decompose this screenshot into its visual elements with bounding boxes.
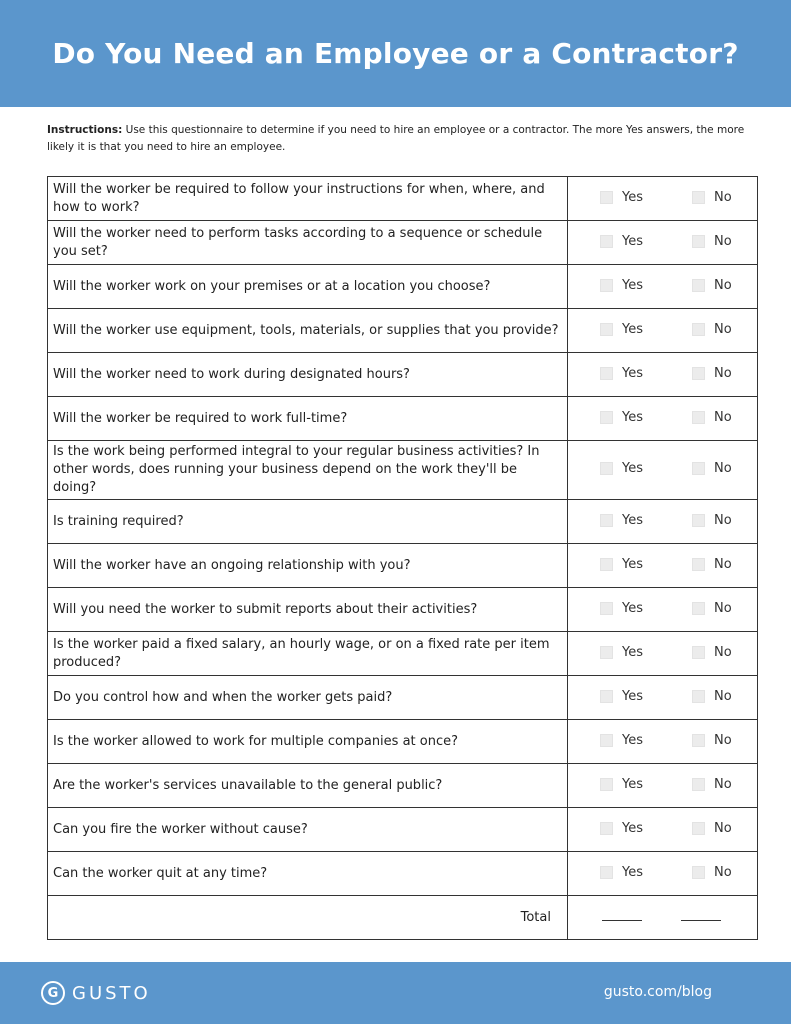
no-label: No: [714, 409, 732, 425]
question-row: [48, 764, 758, 808]
no-checkbox[interactable]: [692, 602, 705, 615]
no-option[interactable]: [692, 601, 732, 616]
answer-cell: [568, 588, 758, 632]
footer-banner: [0, 962, 791, 1024]
yes-checkbox[interactable]: [600, 646, 613, 659]
question-row: [48, 544, 758, 588]
yes-checkbox[interactable]: [600, 279, 613, 292]
answer-cell: [568, 397, 758, 441]
no-checkbox[interactable]: [692, 690, 705, 703]
question-text: Will the worker be required to follow your instructions for when, where, and how to work?: [48, 177, 568, 221]
no-checkbox[interactable]: [692, 514, 705, 527]
yes-label: Yes: [622, 820, 643, 836]
no-label: No: [714, 732, 732, 748]
questionnaire-table: [47, 176, 758, 940]
yes-option[interactable]: [600, 461, 643, 476]
question-text: Can the worker quit at any time?: [48, 852, 568, 896]
no-option[interactable]: [692, 461, 732, 476]
no-checkbox[interactable]: [692, 462, 705, 475]
answer-cell: [568, 852, 758, 896]
yes-label: Yes: [622, 365, 643, 381]
yes-option[interactable]: [600, 366, 643, 381]
yes-label: Yes: [622, 321, 643, 337]
question-text: Will you need the worker to submit reports about their activities?: [48, 588, 568, 632]
yes-option[interactable]: [600, 513, 643, 528]
no-checkbox[interactable]: [692, 323, 705, 336]
no-option[interactable]: [692, 865, 732, 880]
no-label: No: [714, 820, 732, 836]
no-option[interactable]: [692, 821, 732, 836]
question-row: [48, 441, 758, 500]
question-row: [48, 632, 758, 676]
yes-checkbox[interactable]: [600, 323, 613, 336]
question-text: Are the worker's services unavailable to the general public?: [48, 764, 568, 808]
no-option[interactable]: [692, 366, 732, 381]
yes-label: Yes: [622, 461, 643, 476]
answer-cell: [568, 544, 758, 588]
no-label: No: [714, 365, 732, 381]
no-option[interactable]: [692, 645, 732, 660]
yes-checkbox[interactable]: [600, 778, 613, 791]
answer-cell: [568, 500, 758, 544]
yes-label: Yes: [622, 688, 643, 704]
yes-label: Yes: [622, 644, 643, 660]
question-row: [48, 808, 758, 852]
no-checkbox[interactable]: [692, 558, 705, 571]
yes-checkbox[interactable]: [600, 191, 613, 204]
no-label: No: [714, 864, 732, 880]
no-label: No: [714, 321, 732, 337]
yes-checkbox[interactable]: [600, 462, 613, 475]
answer-cell: [568, 441, 758, 500]
total-label: Total: [48, 896, 568, 940]
no-label: No: [714, 600, 732, 616]
no-option[interactable]: [692, 234, 732, 249]
gusto-logo-icon: G: [41, 981, 65, 1005]
question-text: Will the worker have an ongoing relationship with you?: [48, 544, 568, 588]
answer-cell: [568, 309, 758, 353]
yes-checkbox[interactable]: [600, 411, 613, 424]
instructions-label: Instructions:: [47, 124, 123, 136]
yes-label: Yes: [622, 233, 643, 249]
question-text: Will the worker work on your premises or at a location you choose?: [48, 265, 568, 309]
yes-label: Yes: [622, 277, 643, 293]
yes-label: Yes: [622, 556, 643, 572]
question-row: [48, 397, 758, 441]
no-checkbox[interactable]: [692, 778, 705, 791]
yes-checkbox[interactable]: [600, 558, 613, 571]
yes-label: Yes: [622, 189, 643, 205]
yes-label: Yes: [622, 776, 643, 792]
header-banner: [0, 0, 791, 107]
no-option[interactable]: [692, 777, 732, 792]
blog-url-link[interactable]: gusto.com/blog: [603, 984, 712, 1000]
question-row: [48, 588, 758, 632]
question-row: [48, 720, 758, 764]
no-checkbox[interactable]: [692, 279, 705, 292]
no-label: No: [714, 189, 732, 205]
no-label: No: [714, 556, 732, 572]
question-row: [48, 309, 758, 353]
question-row: [48, 177, 758, 221]
yes-option[interactable]: [600, 733, 643, 748]
no-checkbox[interactable]: [692, 866, 705, 879]
instructions: [47, 122, 747, 156]
yes-option[interactable]: [600, 278, 643, 293]
no-checkbox[interactable]: [692, 734, 705, 747]
answer-cell: [568, 632, 758, 676]
no-option[interactable]: [692, 190, 732, 205]
yes-checkbox[interactable]: [600, 866, 613, 879]
no-option[interactable]: [692, 278, 732, 293]
yes-option[interactable]: [600, 821, 643, 836]
question-text: Will the worker need to perform tasks according to a sequence or schedule you set?: [48, 221, 568, 265]
no-label: No: [714, 688, 732, 704]
question-text: Is the work being performed integral to your regular business activities? In other words, does running your business depend on the work they'll be doing?: [48, 441, 568, 500]
yes-checkbox[interactable]: [600, 822, 613, 835]
no-label: No: [714, 461, 732, 476]
no-option[interactable]: [692, 513, 732, 528]
yes-option[interactable]: [600, 234, 643, 249]
answer-cell: [568, 221, 758, 265]
total-row: [48, 896, 758, 940]
yes-checkbox[interactable]: [600, 367, 613, 380]
no-label: No: [714, 277, 732, 293]
question-row: [48, 221, 758, 265]
answer-cell: [568, 177, 758, 221]
yes-total-blank[interactable]: [602, 920, 642, 921]
no-checkbox[interactable]: [692, 191, 705, 204]
no-option[interactable]: [692, 733, 732, 748]
no-checkbox[interactable]: [692, 367, 705, 380]
page-title: Do You Need an Employee or a Contractor?: [52, 37, 739, 70]
yes-option[interactable]: [600, 865, 643, 880]
question-text: Do you control how and when the worker gets paid?: [48, 676, 568, 720]
no-option[interactable]: [692, 689, 732, 704]
question-row: [48, 353, 758, 397]
question-text: Is the worker paid a fixed salary, an hourly wage, or on a fixed rate per item produced?: [48, 632, 568, 676]
yes-label: Yes: [622, 600, 643, 616]
yes-option[interactable]: [600, 557, 643, 572]
yes-checkbox[interactable]: [600, 514, 613, 527]
yes-option[interactable]: [600, 777, 643, 792]
gusto-logo[interactable]: [41, 981, 151, 1005]
yes-label: Yes: [622, 732, 643, 748]
question-text: Will the worker be required to work full-time?: [48, 397, 568, 441]
question-row: [48, 852, 758, 896]
instructions-text: Use this questionnaire to determine if you need to hire an employee or a contractor. The more Yes answers, the more likely it is that you need to hire an employee.: [47, 124, 745, 153]
no-option[interactable]: [692, 410, 732, 425]
no-label: No: [714, 644, 732, 660]
no-label: No: [714, 776, 732, 792]
gusto-logo-text: GUSTO: [72, 982, 151, 1004]
answer-cell: [568, 808, 758, 852]
yes-label: Yes: [622, 864, 643, 880]
yes-option[interactable]: [600, 322, 643, 337]
question-text: Will the worker use equipment, tools, materials, or supplies that you provide?: [48, 309, 568, 353]
yes-option[interactable]: [600, 190, 643, 205]
no-total-blank[interactable]: [681, 920, 721, 921]
no-label: No: [714, 512, 732, 528]
no-option[interactable]: [692, 322, 732, 337]
question-row: [48, 500, 758, 544]
question-row: [48, 265, 758, 309]
no-label: No: [714, 233, 732, 249]
yes-checkbox[interactable]: [600, 235, 613, 248]
answer-cell: [568, 265, 758, 309]
yes-checkbox[interactable]: [600, 734, 613, 747]
question-text: Is training required?: [48, 500, 568, 544]
no-option[interactable]: [692, 557, 732, 572]
no-checkbox[interactable]: [692, 235, 705, 248]
yes-option[interactable]: [600, 645, 643, 660]
answer-cell: [568, 353, 758, 397]
total-cell: [568, 896, 758, 940]
question-row: [48, 676, 758, 720]
answer-cell: [568, 764, 758, 808]
question-text: Can you fire the worker without cause?: [48, 808, 568, 852]
yes-option[interactable]: [600, 689, 643, 704]
yes-label: Yes: [622, 512, 643, 528]
no-checkbox[interactable]: [692, 822, 705, 835]
yes-checkbox[interactable]: [600, 602, 613, 615]
no-checkbox[interactable]: [692, 646, 705, 659]
yes-option[interactable]: [600, 601, 643, 616]
yes-option[interactable]: [600, 410, 643, 425]
answer-cell: [568, 720, 758, 764]
question-text: Will the worker need to work during designated hours?: [48, 353, 568, 397]
yes-checkbox[interactable]: [600, 690, 613, 703]
no-checkbox[interactable]: [692, 411, 705, 424]
answer-cell: [568, 676, 758, 720]
yes-label: Yes: [622, 409, 643, 425]
question-text: Is the worker allowed to work for multiple companies at once?: [48, 720, 568, 764]
